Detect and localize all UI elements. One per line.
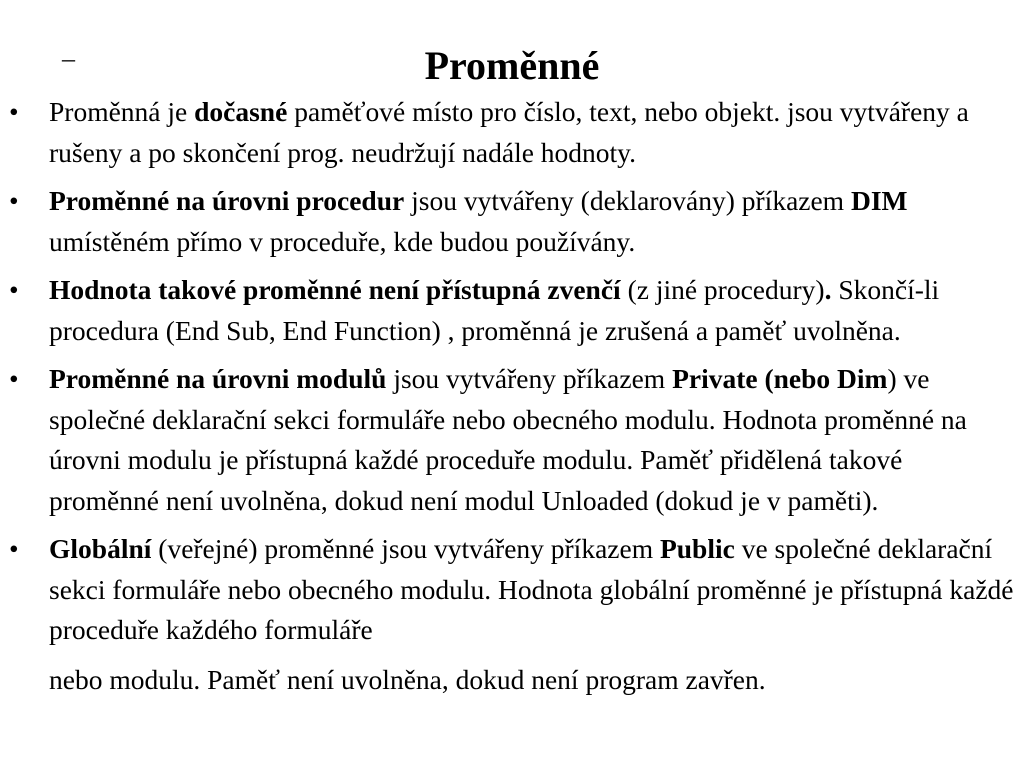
- bullet-text: jsou vytvářeny (deklarovány) příkazem: [404, 185, 851, 216]
- bullet-text: jsou vytvářeny příkazem: [386, 363, 673, 394]
- bullet-bold-text: dočasné: [194, 96, 288, 127]
- bullet-bold-text: .: [824, 274, 832, 305]
- bullet-item-value-access: [0, 270, 1024, 351]
- bullet-item-temporary-variable: [0, 92, 1024, 173]
- dash-marker: –: [62, 44, 75, 73]
- bullet-item-module-variables: [0, 359, 1024, 521]
- bullet-text: paměťové místo pro číslo, text, nebo objekt. jsou vytvářeny a rušeny a po skončení prog. neudržují nadále hodnoty.: [49, 96, 969, 168]
- bullet-bold-text: Globální: [49, 533, 152, 564]
- page-title: Proměnné: [424, 43, 600, 88]
- bullet-icon: •: [9, 185, 19, 216]
- bullet-text: Skončí-li procedura (End Sub, End Function) , proměnná je zrušená a paměť uvolněna.: [49, 274, 940, 346]
- bullet-bold-text: Proměnné na úrovni procedur: [49, 185, 405, 216]
- bullet-text: ve společné deklarační sekci formuláře nebo obecného modulu. Hodnota globální proměnné je přístupná každé proceduře každého formuláře: [49, 533, 1014, 645]
- bullet-bold-text: Public: [659, 533, 735, 564]
- bullet-icon: •: [9, 96, 19, 127]
- bullet-icon: •: [9, 363, 19, 394]
- bullet-icon: •: [9, 274, 19, 305]
- bullet-bold-text: Private (nebo Dim: [672, 363, 888, 394]
- bullet-bold-text: Proměnné na úrovni modulů: [49, 363, 387, 394]
- bullet-icon: •: [9, 533, 19, 564]
- bullet-bold-text: Hodnota takové proměnné není přístupná zvenčí: [49, 274, 621, 305]
- bullet-text: Proměnná je: [49, 96, 195, 127]
- bullet-bold-text: DIM: [850, 185, 908, 216]
- bullet-text-continued: nebo modulu. Paměť není uvolněna, dokud není program zavřen.: [49, 663, 766, 695]
- bullet-item-procedure-variables: [0, 181, 1024, 262]
- bullet-text: (veřejné) proměnné jsou vytvářeny příkazem: [151, 533, 660, 564]
- bullet-list: [0, 92, 1024, 708]
- bullet-text: umístěném přímo v proceduře, kde budou používány.: [49, 225, 636, 257]
- bullet-text: ) ve společné deklarační sekci formuláře nebo obecného modulu. Hodnota proměnné na úrovni modulu je přístupná každé proceduře modulu. Paměť přidělená takové proměnné není uvolněna, dokud není modul Unloaded (dokud je v paměti).: [49, 363, 967, 516]
- bullet-item-global-variables: [0, 529, 1024, 700]
- bullet-text: (z jiné procedury): [620, 274, 825, 305]
